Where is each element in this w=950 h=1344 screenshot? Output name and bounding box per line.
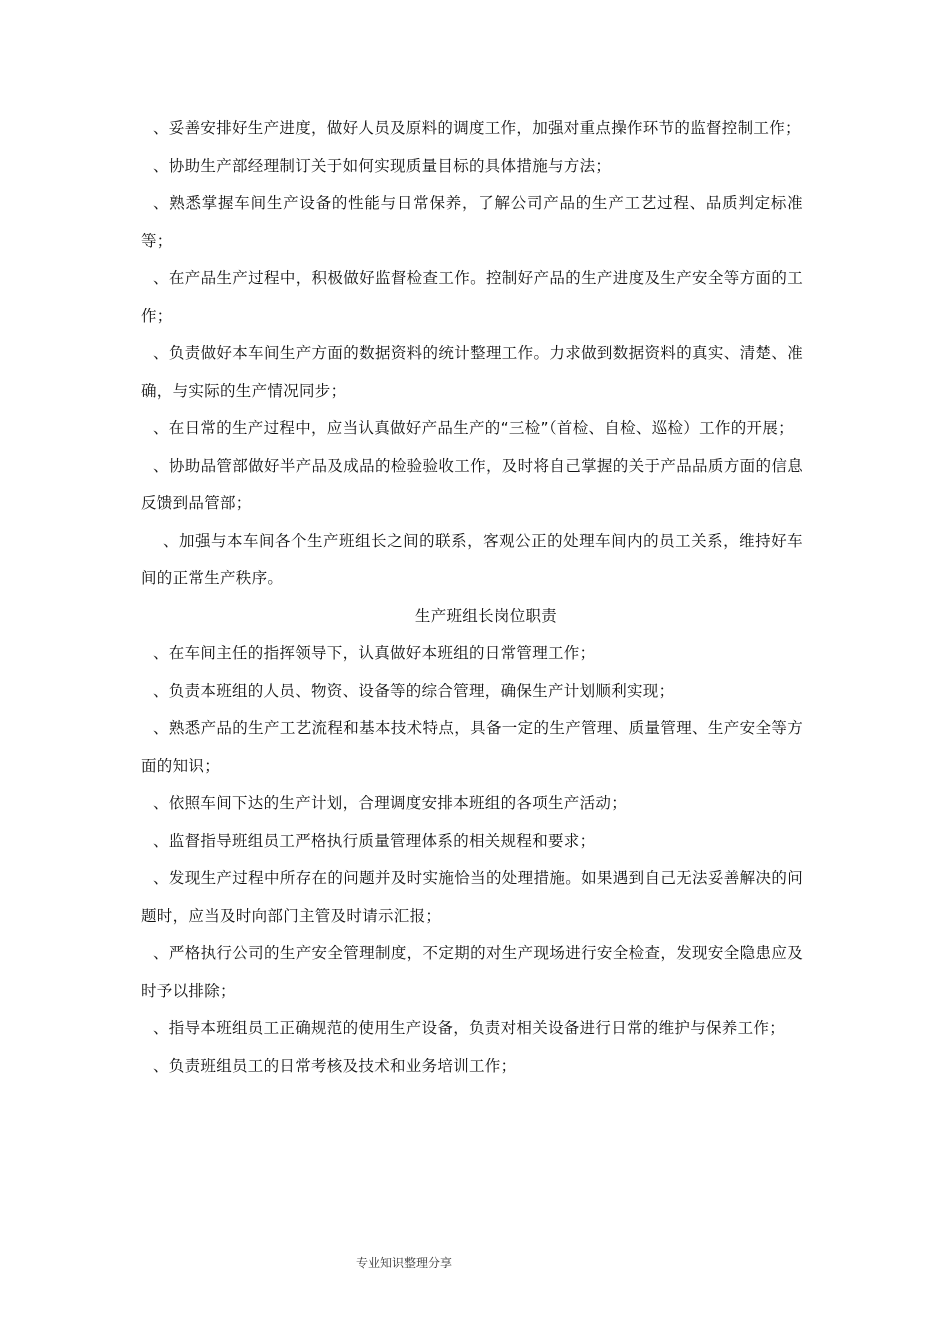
paragraph: 、在日常的生产过程中，应当认真做好产品生产的“三检”（首检、自检、巡检）工作的开展； — [153, 419, 794, 437]
paragraph: 、加强与本车间各个生产班组长之间的联系，客观公正的处理车间内的员工关系，维持好车间的正常生产秩序。 — [141, 531, 803, 587]
paragraph: 、发现生产过程中所存在的问题并及时实施恰当的处理措施。如果遇到自己无法妥善解决的问题时，应当及时向部门主管及时请示汇报； — [141, 869, 803, 925]
paragraph: 、在产品生产过程中，积极做好监督检查工作。控制好产品的生产进度及生产安全等方面的工作； — [141, 269, 803, 325]
paragraph: 、熟悉掌握车间生产设备的性能与日常保养，了解公司产品的生产工艺过程、品质判定标准等； — [141, 194, 803, 250]
paragraph: 、负责本班组的人员、物资、设备等的综合管理，确保生产计划顺利实现； — [153, 681, 675, 700]
paragraph: 、依照车间下达的生产计划，合理调度安排本班组的各项生产活动； — [153, 794, 628, 812]
section-title: 生产班组长岗位职责 — [414, 606, 558, 625]
paragraph: 、严格执行公司的生产安全管理制度，不定期的对生产现场进行安全检查，发现安全隐患应及时予以排除； — [141, 944, 803, 1000]
paragraph: 、熟悉产品的生产工艺流程和基本技术特点，具备一定的生产管理、质量管理、生产安全等方面的知识； — [141, 719, 803, 775]
paragraph: 、协助生产部经理制订关于如何实现质量目标的具体措施与方法； — [153, 156, 612, 175]
paragraph: 、指导本班组员工正确规范的使用生产设备，负责对相关设备进行日常的维护与保养工作； — [153, 1019, 786, 1037]
paragraph: 、协助品管部做好半产品及成品的检验验收工作，及时将自己掌握的关于产品品质方面的信息反馈到品管部； — [141, 456, 803, 512]
paragraph: 、妥善安排好生产进度，做好人员及原料的调度工作，加强对重点操作环节的监督控制工作； — [153, 119, 801, 137]
paragraph: 、监督指导班组员工严格执行质量管理体系的相关规程和要求； — [153, 831, 596, 850]
page-footer: 专业知识整理分享 — [356, 1256, 453, 1270]
paragraph: 、负责做好本车间生产方面的数据资料的统计整理工作。力求做到数据资料的真实、清楚、准确，与实际的生产情况同步； — [141, 344, 803, 400]
paragraph: 、负责班组员工的日常考核及技术和业务培训工作； — [153, 1056, 517, 1075]
paragraph: 、在车间主任的指挥领导下，认真做好本班组的日常管理工作； — [153, 644, 596, 662]
document-body — [141, 110, 803, 1085]
